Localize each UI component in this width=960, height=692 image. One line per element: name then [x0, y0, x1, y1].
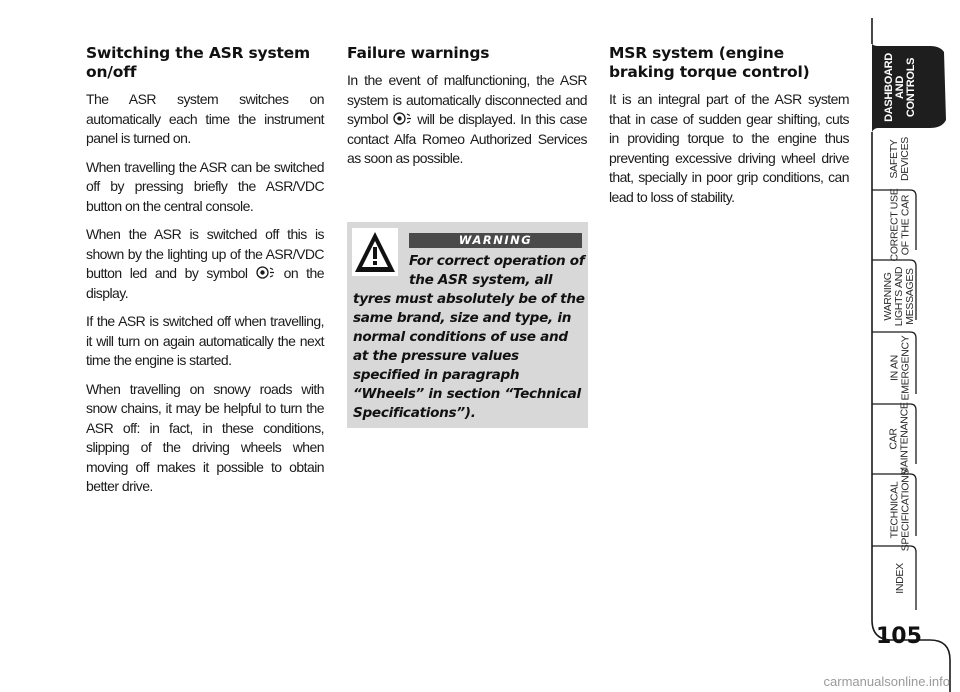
tab-label: SAFETY DEVICES	[888, 137, 911, 181]
column-asr-switching	[86, 44, 324, 506]
paragraph	[347, 71, 587, 169]
paragraph-text: When the ASR is switched off this is shown by the lighting up of the ASR/VDC button led and by symbol	[86, 226, 324, 281]
paragraph: The ASR system switches on automatically each time the instrument panel is turned on.	[86, 91, 324, 146]
paragraph-text: In the event of malfunctioning, the ASR system is automatically disconnected and symbol	[347, 72, 587, 127]
tab-warning-lights-and-messages[interactable]	[882, 260, 918, 332]
asr-off-symbol-icon	[256, 266, 276, 279]
tab-label: WARNING LIGHTS AND MESSAGES	[882, 266, 917, 326]
tab-label: TECHNICAL SPECIFICATIONS	[888, 468, 912, 552]
warning-box	[347, 222, 588, 428]
paragraph-text: on the display.	[86, 265, 324, 301]
tab-label: CORRECT USE OF THE CAR	[888, 188, 911, 262]
tab-technical-specifications[interactable]	[882, 468, 918, 552]
section-title-msr-system: MSR system (engine braking torque control)	[609, 44, 810, 81]
section-title-failure-warnings: Failure warnings	[347, 44, 490, 62]
tab-label: DASHBOARD AND CONTROLS	[882, 52, 917, 122]
tab-car-maintenance[interactable]	[882, 404, 918, 474]
page-number: 105	[876, 624, 922, 649]
asr-off-symbol-icon	[393, 112, 413, 125]
tab-label: INDEX	[893, 562, 906, 594]
tab-safety-devices[interactable]	[882, 128, 918, 190]
warning-text	[353, 252, 585, 423]
chapter-index-sidebar	[870, 0, 960, 692]
column-msr-system	[609, 44, 849, 216]
paragraph: If the ASR is switched off when travelling, it will turn on again automatically the next time the engine is started.	[86, 313, 324, 368]
warning-label: WARNING	[409, 233, 582, 248]
tab-dashboard-and-controls[interactable]	[882, 46, 918, 128]
warning-text-content: For correct operation of the ASR system, all tyres must absolutely be of the same brand, size and type, in normal conditions of use and at the pressure values specified in paragraph “Wheels” in section “Technical Specifications”).	[353, 253, 585, 421]
paragraph: When travelling the ASR can be switched off by pressing briefly the ASR/VDC button on the central console.	[86, 158, 324, 214]
tab-label: IN AN EMERGENCY	[888, 335, 912, 401]
tab-index[interactable]	[882, 546, 918, 610]
tab-in-an-emergency[interactable]	[882, 332, 918, 404]
tab-correct-use-of-the-car[interactable]	[882, 190, 918, 260]
paragraph: When travelling on snowy roads with snow chains, it may be helpful to turn the ASR off: in fact, in these conditions, slipping of the driving wheels when moving off makes it possible to obtain better drive.	[86, 380, 324, 494]
paragraph-text: will be displayed. In this case contact Alfa Romeo Authorized Services as soon as possible.	[347, 111, 587, 166]
watermark-footer: carmanualsonline.info	[823, 674, 950, 689]
tab-label: CAR MAINTENANCE	[888, 402, 911, 476]
paragraph	[86, 225, 324, 303]
paragraph: It is an integral part of the ASR system that in case of sudden gear shifting, cuts in providing torque to the engine thus preventing excessive driving wheel drive that, specially in poor grip conditions, can lead to loss of stability.	[609, 91, 849, 205]
section-title-asr-switching: Switching the ASR system on/off	[86, 44, 310, 81]
column-failure-warnings	[347, 44, 587, 178]
